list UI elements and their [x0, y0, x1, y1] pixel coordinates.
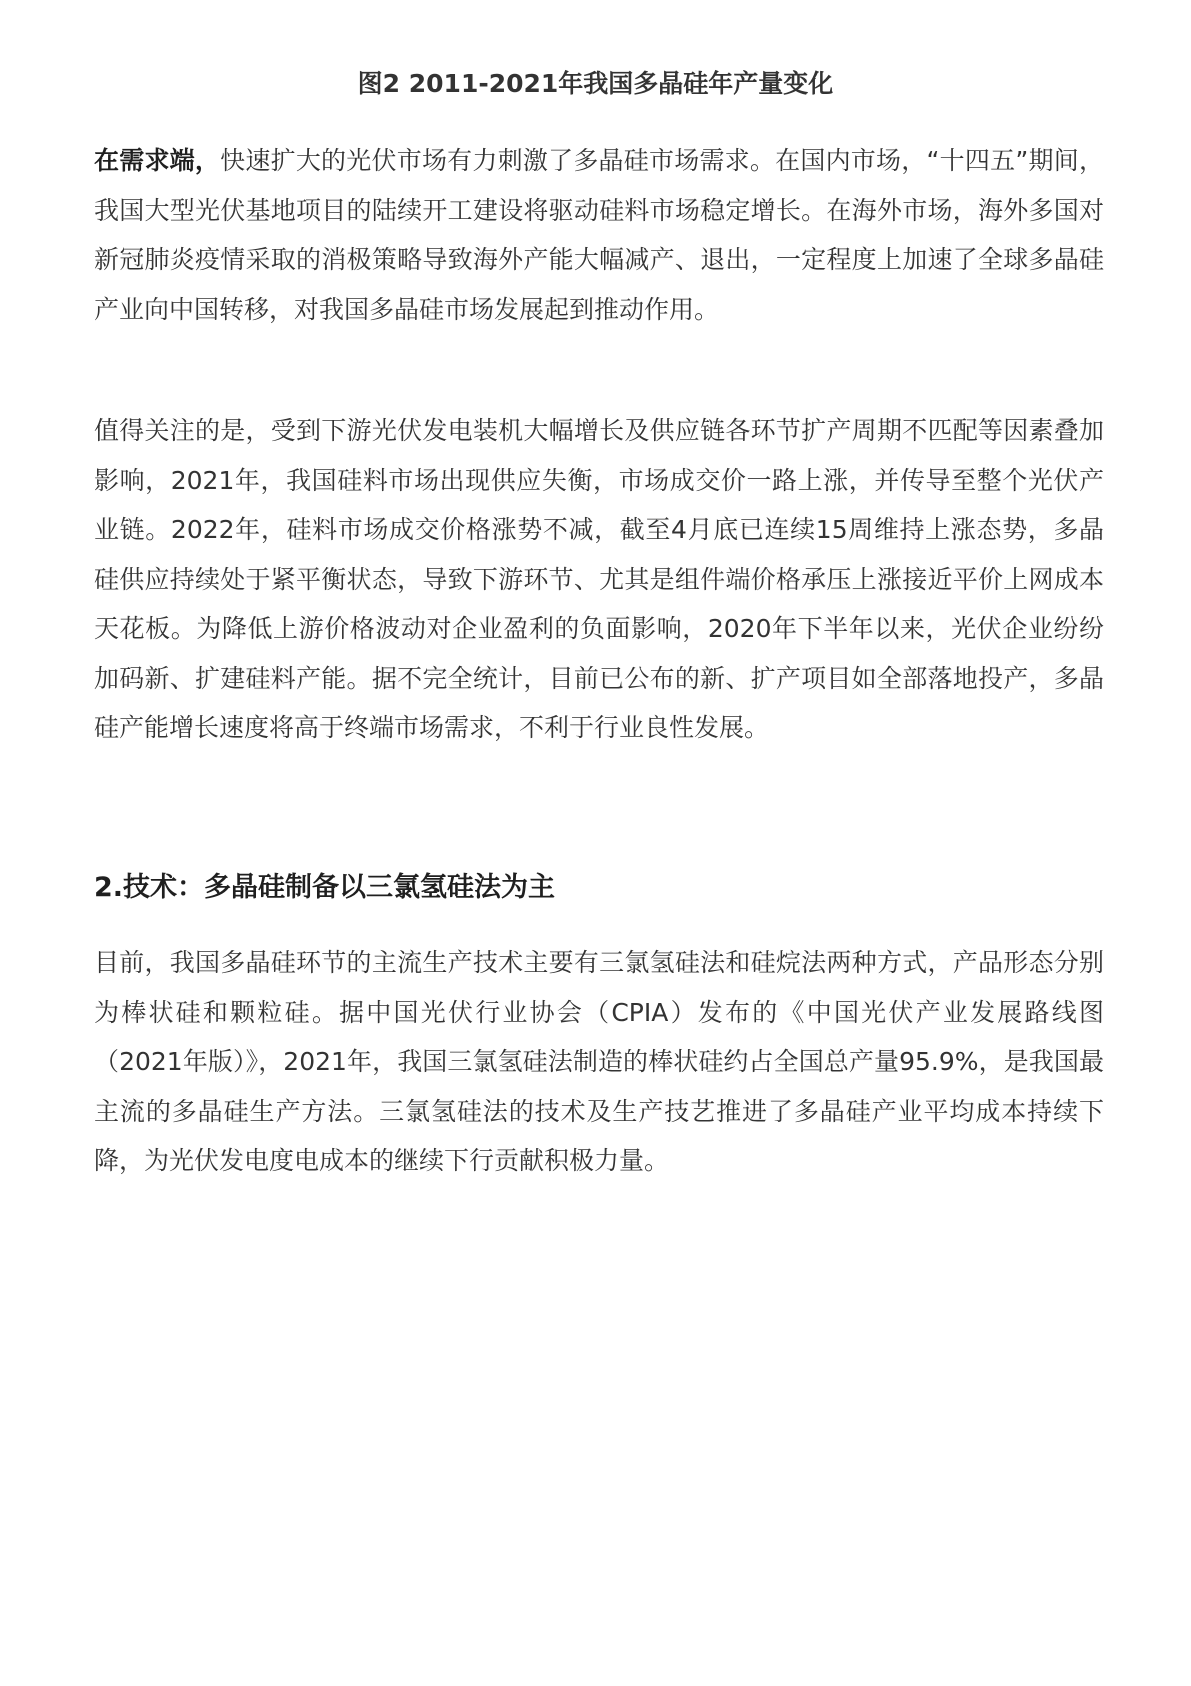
paragraph-attention: 值得关注的是，受到下游光伏发电装机大幅增长及供应链各环节扩产周期不匹配等因素叠加影响，2021年，我国硅料市场出现供应失衡，市场成交价一路上涨，并传导至整个光伏产业链。2022年，硅料市场成交价格涨势不减，截至4月底已连续15周维持上涨态势，多晶硅供应持续处于紧平衡状态，导致下游环节、尤其是组件端价格承压上涨接近平价上网成本天花板。为降低上游价格波动对企业盈利的负面影响，2020年下半年以来，光伏企业纷纷加码新、扩建硅料产能。据不完全统计，目前已公布的新、扩产项目如全部落地投产，多晶硅产能增长速度将高于终端市场需求，不利于行业良性发展。 [94, 416, 1104, 742]
section-heading: 2.技术：多晶硅制备以三氯氢硅法为主 [94, 872, 556, 903]
paragraph-demand [94, 136, 1104, 334]
paragraph-technology: 目前，我国多晶硅环节的主流生产技术主要有三氯氢硅法和硅烷法两种方式，产品形态分别为棒状硅和颗粒硅。据中国光伏行业协会（CPIA）发布的《中国光伏产业发展路线图（2021年版）》，2021年，我国三氯氢硅法制造的棒状硅约占全国总产量95.9%，是我国最主流的多晶硅生产方法。三氯氢硅法的技术及生产技艺推进了多晶硅产业平均成本持续下降，为光伏发电度电成本的继续下行贡献积极力量。 [94, 948, 1104, 1175]
paragraph-body: 快速扩大的光伏市场有力刺激了多晶硅市场需求。在国内市场，“十四五”期间，我国大型光伏基地项目的陆续开工建设将驱动硅料市场稳定增长。在海外市场，海外多国对新冠肺炎疫情采取的消极策略导致海外产能大幅减产、退出，一定程度上加速了全球多晶硅产业向中国转移，对我国多晶硅市场发展起到推动作用。 [94, 146, 1104, 324]
paragraph-lead: 在需求端， [94, 146, 221, 175]
figure-caption: 图2 2011-2021年我国多晶硅年产量变化 [357, 69, 834, 98]
